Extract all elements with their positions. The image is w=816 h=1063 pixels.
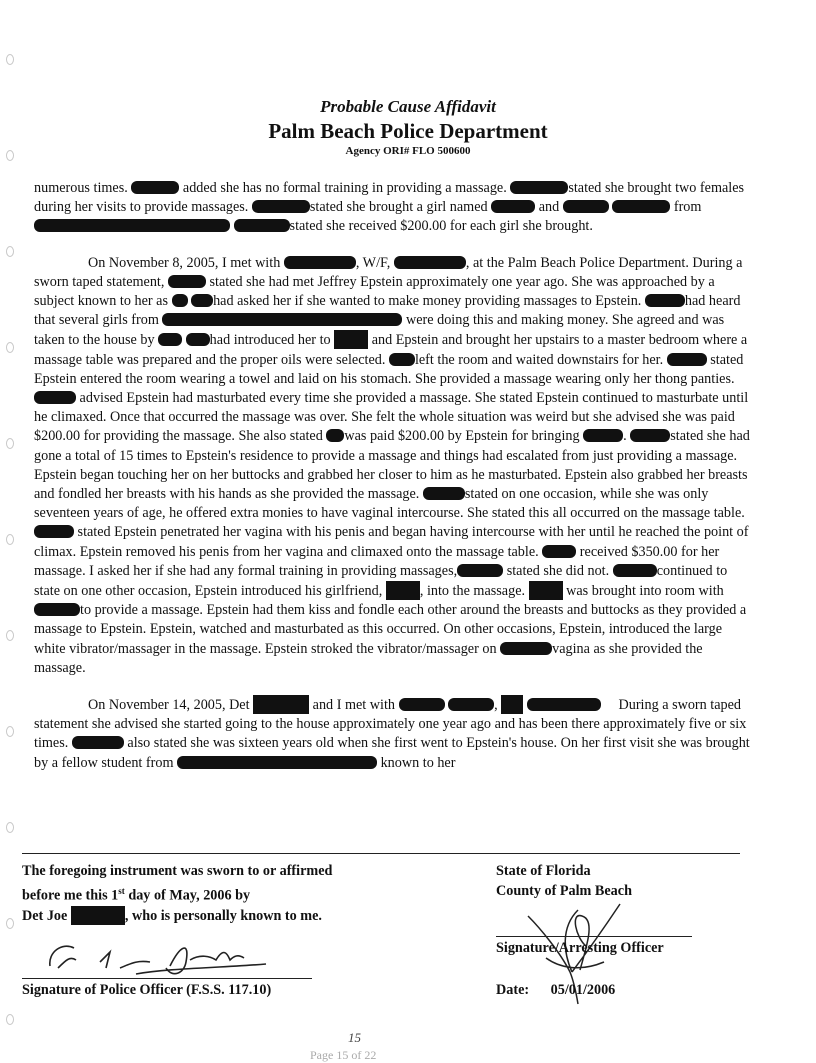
page-footer-text: Page 15 of 22 — [310, 1048, 377, 1062]
redaction — [172, 294, 188, 307]
redaction — [284, 256, 356, 269]
document-header — [0, 96, 816, 158]
binder-hole — [6, 630, 14, 641]
redaction — [386, 581, 420, 600]
binder-hole — [6, 1014, 14, 1025]
date-value: 05/01/2006 — [550, 982, 616, 998]
arresting-signature-line — [496, 936, 692, 937]
affidavit-body — [34, 179, 756, 773]
redaction — [399, 698, 445, 711]
redaction — [612, 200, 670, 213]
redaction — [583, 429, 623, 442]
binder-hole — [6, 438, 14, 449]
redaction — [234, 219, 290, 232]
handwritten-page-number: 15 — [348, 1030, 361, 1045]
redaction — [34, 219, 230, 232]
redaction — [326, 429, 344, 442]
redaction — [645, 294, 685, 307]
paragraph-continued: numerous times. added she has no formal training in providing a massage. stated she brought two females during her visits to provide massages. stated she brought a girl named and from stated she received $200.00 for each girl she brought. — [34, 180, 745, 235]
police-signature-line — [22, 978, 312, 979]
redaction — [131, 181, 179, 194]
redaction — [448, 698, 494, 711]
binder-hole — [6, 54, 14, 65]
redaction — [71, 906, 125, 925]
redaction — [542, 545, 576, 558]
redaction — [529, 581, 563, 600]
redaction — [253, 695, 309, 714]
police-signature-label: Signature of Police Officer (F.S.S. 117.10) — [22, 982, 272, 998]
footer-divider — [22, 853, 740, 854]
redaction — [457, 564, 503, 577]
binder-hole — [6, 246, 14, 257]
binder-hole — [6, 342, 14, 353]
redaction — [162, 313, 402, 326]
binder-hole — [6, 822, 14, 833]
redaction — [34, 603, 80, 616]
redaction — [191, 294, 213, 307]
date-row: Date: 05/01/2006 — [496, 982, 616, 998]
redaction — [34, 391, 76, 404]
redaction — [394, 256, 466, 269]
county-label: County of Palm Beach — [496, 883, 632, 899]
redaction — [334, 330, 368, 349]
redaction — [252, 200, 310, 213]
binder-hole — [6, 918, 14, 929]
redaction — [563, 200, 609, 213]
redaction — [72, 736, 124, 749]
binder-hole — [6, 534, 14, 545]
redaction — [667, 353, 707, 366]
binder-hole — [6, 726, 14, 737]
redaction — [613, 564, 657, 577]
redaction — [491, 200, 535, 213]
redaction — [527, 698, 601, 711]
redaction — [630, 429, 670, 442]
department-title: Palm Beach Police Department — [268, 119, 548, 143]
paragraph-november-8: On November 8, 2005, I met with , W/F, , at the Palm Beach Police Department. During a sworn taped statement, stated she had met Jeffrey Epstein approximately one year ago. She was approached by a subject known to her as had asked her if she wanted to make money providing massages to Epstein. had heard that several girls from were doing this and making money. She agreed and was taken to the house by had introduced her to and Epstein and brought her upstairs to a master bedroom where a massage table was prepared and the proper oils were selected. left the room and waited downstairs for her. stated Epstein entered the room wearing a towel and laid on his stomach. She provided a massage wearing only her thong panties. advised Epstein had masturbated every time she provided a massage. She stated Epstein continued to masturbate until he climaxed. Once that occurred the massage was over. She felt the whole situation was weird but she advised she was paid $200.00 for providing the massage. She also stated was paid $200.00 by Epstein for bringing . stated she had gone a total of 15 times to Epstein's residence to provide a massage and things had escalated from just providing a massage. Epstein began touching her on her buttocks and grabbed her closer to him as he masturbated. Epstein also grabbed her breasts and fondled her breasts with his hands as she provided the massage. stated on one occasion, while she was only seventeen years of age, he offered extra monies to have vaginal intercourse. She stated this all occurred on the massage table. stated Epstein penetrated her vagina with his penis and began having intercourse with her until he reached the point of climax. Epstein removed his penis from her vagina and climaxed onto the massage table. received $350.00 for her massage. I asked her if she had any formal training in providing massages, stated she did not. continued to state on one other occasion, Epstein introduced his girlfriend, , into the massage. was brought into room with to provide a massage. Epstein had them kiss and fondle each other around the breasts and buttocks as they provided a massage to Epstein. Epstein, watched and masturbated as this occurred. On other occasions, Epstein, introduced the large white vibrator/massager in the massage. Epstein stroked the vibrator/massager on vagina as she provided the massage. — [34, 254, 750, 676]
agency-ori: Agency ORI# FLO 500600 — [345, 145, 471, 157]
redaction — [500, 642, 552, 655]
redaction — [158, 333, 182, 346]
document-type-title: Probable Cause Affidavit — [320, 97, 496, 116]
redaction — [186, 333, 210, 346]
sworn-statement: The foregoing instrument was sworn to or affirmed before me this 1st day of May, 2006 by Det Joe , who is personally known to me. — [22, 863, 333, 924]
redaction — [34, 525, 74, 538]
redaction — [501, 695, 523, 714]
police-officer-signature — [40, 938, 280, 978]
redaction — [168, 275, 206, 288]
arresting-signature-label: Signature/Arresting Officer — [496, 940, 664, 956]
redaction — [510, 181, 568, 194]
state-label: State of Florida — [496, 863, 591, 879]
jurisdiction-block — [496, 861, 756, 901]
redaction — [177, 756, 377, 769]
redaction — [389, 353, 415, 366]
redaction — [423, 487, 465, 500]
paragraph-november-14: On November 14, 2005, Det and I met with , During a sworn taped statement she advised she started going to the house approximately one year ago and has been there approximately five or six times. also stated she was sixteen years old when she first went to Epstein's house. On her first visit she was brought by a fellow student from known to her — [34, 697, 750, 771]
